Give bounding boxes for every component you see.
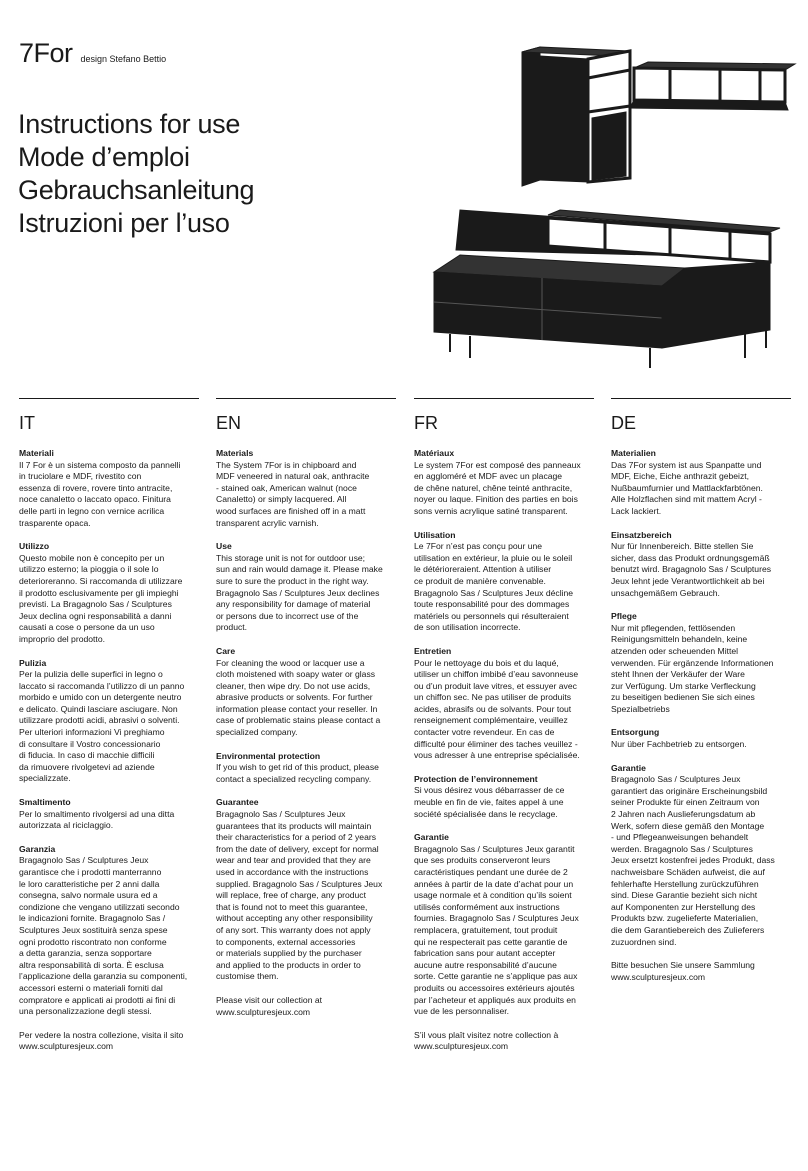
section-heading: Care	[216, 645, 236, 656]
section-body: This storage unit is not for outdoor use; sun and rain would damage it. Please make sure to sure the product in the right way. Bragagnolo Sas / Sculptures Jeux declines any responsibility for damage of material or persons due to incorrect use of the product.	[216, 552, 383, 633]
language-code: EN	[216, 413, 242, 433]
title-en: Instructions for use	[18, 109, 241, 139]
section-body: Le system 7For est composé des panneaux en aggloméré et MDF avec un placage de chêne naturel, chêne teinté anthracite, noyer ou laque. Finition des parties en bois sons vernis acrylique satiné transparent.	[414, 459, 581, 516]
section-heading: Einsatzbereich	[611, 529, 672, 540]
section-care	[19, 658, 199, 786]
section-heading: Materialien	[611, 448, 656, 458]
column-divider	[19, 398, 199, 399]
column-divider	[216, 398, 396, 399]
section-disposal	[414, 774, 594, 820]
section-heading: Matériaux	[414, 448, 455, 458]
section-heading: Utilisation	[414, 529, 456, 540]
section-heading: Materiali	[19, 448, 54, 458]
section-heading: Garantie	[611, 762, 646, 773]
tall-cabinet-side	[522, 47, 540, 186]
section-use	[19, 541, 199, 645]
section-materials	[216, 448, 396, 529]
title-de: Gebrauchsanleitung	[18, 175, 255, 205]
section-body: If you wish to get rid of this product, please contact a specialized recycling company.	[216, 762, 379, 784]
collection-link: Please visit our collection at www.sculpturesjeux.com	[216, 994, 323, 1017]
section-collection	[216, 995, 396, 1018]
section-materials	[611, 448, 791, 518]
section-care	[414, 646, 594, 762]
section-disposal	[19, 797, 199, 832]
language-code: IT	[19, 413, 35, 433]
section-collection	[414, 1030, 594, 1053]
column-en	[216, 398, 396, 1030]
section-heading: Protection de l’environnement	[414, 773, 538, 784]
column-it	[19, 398, 199, 1065]
section-body: The System 7For is in chipboard and MDF veneered in natural oak, anthracite - stained oak, American walnut (noce Canaletto) or simply lacquered. All wood surfaces are finished off in a matt transparent acrylic varnish.	[216, 459, 370, 528]
section-body: Le 7For n’est pas conçu pour une utilisation en extérieur, la pluie ou le soleil le détérioreraient. Attention à utiliser ce produit de manière convenable. Bragagnolo Sas / Sculptures Jeux décline toute responsabilité pour des dommages matériels ou personnels qui résulteraient de son utilisation incorrecte.	[414, 541, 574, 633]
section-body: Questo mobile non è concepito per un utilizzo esterno; la pioggia o il sole lo deterioreranno. Si raccomanda di utilizzare il prodotto esclusivamente per gli impieghi previsti. La Bragagnolo Sas / Sculptures Jeux declina ogni responsabilità a danni causati a cose o persone da un uso improprio del prodotto.	[19, 552, 183, 644]
section-heading: Guarantee	[216, 797, 259, 808]
section-heading: Pulizia	[19, 657, 47, 668]
column-de	[611, 398, 791, 995]
section-body: Per la pulizia delle superfici in legno o laccato si raccomanda l’utilizzo di un panno morbido e umido con un detergente neutro e delicato. Quindi lasciare asciugare. Non utilizzare prodotti acidi, abrasivi o solventi. Per ulteriori informazioni Vi preghiamo di consultare il Vostro concessionario di fiducia. In caso di macchie difficili da rimuovere rivolgetevi ad aziende specializzate.	[19, 669, 185, 784]
section-use	[611, 530, 791, 600]
front-cabinet-side	[662, 262, 770, 348]
section-use	[414, 530, 594, 634]
wall-shelf-frame	[634, 68, 785, 102]
section-care	[611, 611, 791, 715]
furniture-illustration	[430, 40, 800, 370]
section-heading: Materials	[216, 448, 254, 458]
language-code: FR	[414, 413, 438, 433]
section-heading: Use	[216, 541, 232, 552]
brand-name: 7For	[19, 38, 73, 68]
brand	[19, 38, 166, 69]
tall-cabinet-door	[540, 56, 588, 182]
section-guarantee	[414, 832, 594, 1018]
section-heading: Garantie	[414, 832, 449, 843]
column-divider	[414, 398, 594, 399]
title-block	[18, 108, 254, 240]
section-body: Bragagnolo Sas / Sculptures Jeux guarantees that its products will maintain their characteristics for a period of 2 years from the date of delivery, except for normal wear and tear and provided that they are used in accordance with the instructions supplied. Bragagnolo Sas / Sculptures Jeux will replace, free of charge, any product that is found not to meet this guarantee, without accepting any other responsibility of any sort. This warranty does not apply to components, external accessories or materials supplied by the purchaser and applied to the products in order to customise them.	[216, 809, 383, 982]
column-fr	[414, 398, 594, 1065]
section-heading: Garanzia	[19, 843, 56, 854]
section-guarantee	[216, 797, 396, 983]
section-body: For cleaning the wood or lacquer use a cloth moistened with soapy water or glass cleaner, then wipe dry. Do not use acids, abrasive products or solvents. For further information please contact your reseller. In case of problematic stains please contact a specialized company.	[216, 657, 381, 738]
column-divider	[611, 398, 791, 399]
section-body: Si vous désirez vous débarrasser de ce meuble en fin de vie, faites appel à une société spécialisée dans le recyclage.	[414, 785, 565, 819]
title-it: Istruzioni per l’uso	[18, 208, 230, 238]
section-care	[216, 646, 396, 739]
section-heading: Environmental protection	[216, 750, 321, 761]
section-materials	[414, 448, 594, 518]
section-heading: Pflege	[611, 611, 637, 622]
section-body: Il 7 For è un sistema composto da pannelli in truciolare e MDF, rivestito con essenza di rovere, rovere tinto antracite, noce canaletto o laccato opaco. Finitura delle parti in legno con vernice acrilica trasparente opaca.	[19, 459, 181, 528]
section-body: Nur für Innenbereich. Bitte stellen Sie sicher, dass das Produkt ordnungsgemäß benutzt wird. Bragagnolo Sas / Sculptures Jeux lehnt jede Verantwortlichkeit ab bei unsachgemäßem Gebrauch.	[611, 541, 772, 598]
collection-link: S’il vous plaît visitez notre collection à www.sculpturesjeux.com	[414, 1029, 559, 1052]
section-body: Nur mit pflegenden, fettlösenden Reinigungsmitteln behandeln, keine atzenden oder scheuenden Mittel verwenden. Für ergänzende Informationen steht Ihnen der Verkäufer der Ware zur Verfügung. Um starke Verfleckung zu beseitigen bedienen Sie sich eines Spezialbetriebs	[611, 622, 774, 714]
section-heading: Entsorgung	[611, 727, 660, 738]
section-body: Das 7For system ist aus Spanpatte und MDF, Eiche, Eiche anthrazit gebeizt, Nußbaumfurnier und Mattlackfarbtönen. Alle Holzflachen sind mit mattem Acryl - Lack lackiert.	[611, 459, 763, 516]
collection-link: Bitte besuchen Sie unsere Sammlung www.sculpturesjeux.com	[611, 960, 755, 982]
section-collection	[611, 960, 791, 983]
section-body: Nur über Fachbetrieb zu entsorgen.	[611, 739, 747, 750]
section-disposal	[611, 727, 791, 750]
section-heading: Entretien	[414, 645, 452, 656]
section-guarantee	[19, 844, 199, 1018]
section-materials	[19, 448, 199, 529]
section-use	[216, 541, 396, 634]
section-body: Bragagnolo Sas / Sculptures Jeux garantiert das originäre Erscheinungsbild seiner Produkte für einen Zeitraum von 2 Jahren nach Auslieferungsdatum ab Werk, sofern diese gemäß den Montage - und Pflegeanweisungen behandelt werden. Bragagnolo Sas / Sculptures Jeux ersetzt kostenfrei jedes Produkt, dass nachweisbare Schäden aufweist, die auf fehlerhafte Herstellung zurückzuführen sind. Diese Garantie bezieht sich nicht auf Komponenten zur Herstellung des Produkts bzw. zugelieferte Materialien, die dem Garantiebereich des Zulieferers zuzuordnen sind.	[611, 774, 775, 947]
section-heading: Utilizzo	[19, 541, 50, 552]
section-body: Bragagnolo Sas / Sculptures Jeux garantit que ses produits conserveront leurs caractéristiques pendant une durée de 2 années à partir de la date d’achat pour un usage normale et à condition qu’ils soient utilisés conformément aux instructions fournies. Bragagnolo Sas / Sculptures Jeux remplacera, gratuitement, tout produit qui ne respecterait pas cette garantie de fabrication sans pour autant accepter aucune autre responsabilité d’aucune sorte. Cette garantie ne s’applique pas aux produits ou accessoires extérieurs ajoutés par l’acheteur et appliqués aux produits en vue de les personnaliser.	[414, 843, 579, 1017]
brand-designer: design Stefano Bettio	[80, 54, 167, 64]
section-guarantee	[611, 763, 791, 949]
title-fr: Mode d’emploi	[18, 142, 190, 172]
section-collection	[19, 1030, 199, 1053]
language-code: DE	[611, 413, 637, 433]
section-body: Bragagnolo Sas / Sculptures Jeux garantisce che i prodotti manterranno le loro caratteristiche per 2 anni dalla consegna, salvo normale usura ed a condizione che vengano utilizzati secondo le indicazioni fornite. Bragagnolo Sas / Sculptures Jeux sostituirà senza spese ogni prodotto riscontrato non conforme a detta garanzia, senza sopportare altra responsabilità di sorta. È esclusa l’applicazione della garanzia su componenti, accessori esterni o materiali forniti dal compratore e applicati ai prodotti ai fini di una personalizzazione degli stessi.	[19, 855, 188, 1017]
section-disposal	[216, 751, 396, 786]
collection-link: Per vedere la nostra collezione, visita il sito www.sculpturesjeux.com	[19, 1029, 184, 1052]
section-body: Pour le nettoyage du bois et du laqué, utiliser un chiffon imbibé d’eau savonneuse ou d’un produit lave vitres, et essuyer avec un chiffon sec. Ne pas utiliser de produits acides, abrasifs ou de solvants. Pour tout renseignement complémentaire, veuillez contacter votre revendeur. En cas de difficulté pour éliminer des taches veuillez - vous adresser à une entreprise spécialisée.	[414, 657, 580, 761]
section-heading: Smaltimento	[19, 797, 71, 808]
section-body: Per lo smaltimento rivolgersi ad una ditta autorizzata al riciclaggio.	[19, 808, 175, 831]
